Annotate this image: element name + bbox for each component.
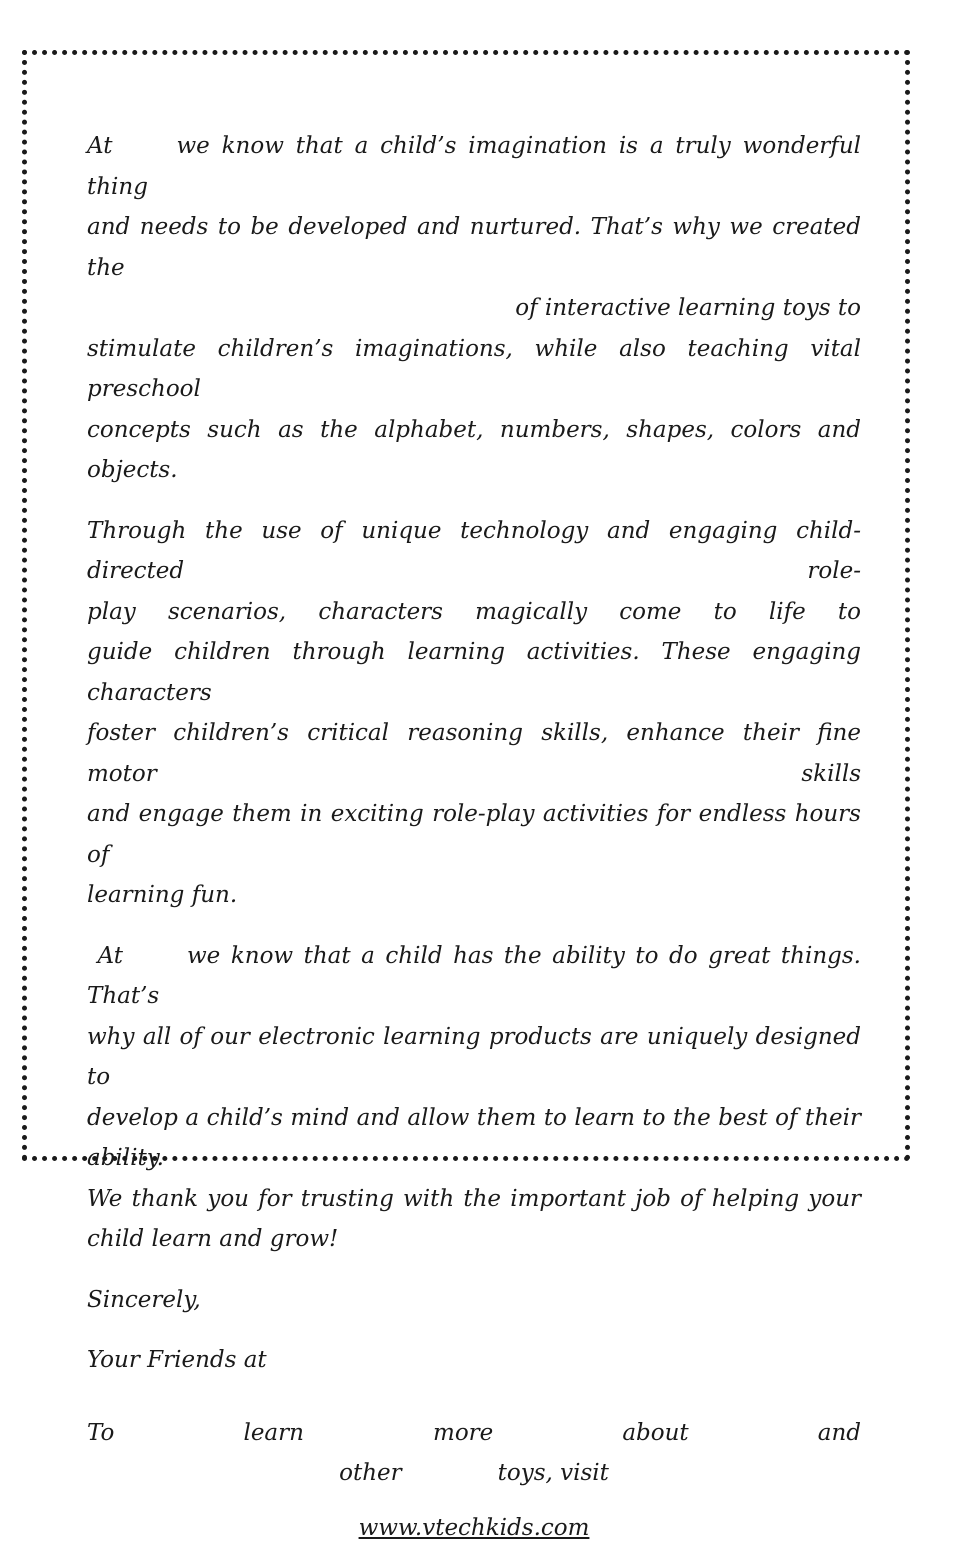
vtechkids-link[interactable]: www.vtechkids.com xyxy=(359,1515,590,1541)
paragraph-ability xyxy=(87,936,861,1260)
ability-trusting: We thank you for trusting xyxy=(87,1186,394,1212)
learn-more-line-2 xyxy=(87,1453,861,1494)
learn-more-and: and xyxy=(818,1420,861,1446)
tech-line-3: guide children through learning activities. These engaging characters xyxy=(87,632,861,713)
tech-line-6: learning fun. xyxy=(87,875,861,916)
letter-body xyxy=(87,126,861,1548)
ability-line-2: why all of our electronic learning products are uniquely designed to xyxy=(87,1017,861,1098)
intro-at: At xyxy=(87,133,112,159)
paragraph-technology xyxy=(87,511,861,916)
intro-line-3: of interactive learning toys to xyxy=(87,288,861,329)
intro-line-1 xyxy=(87,126,861,207)
learn-more-line-3 xyxy=(87,1508,861,1548)
learn-more-block xyxy=(87,1413,861,1548)
intro-text-1: we know that a child’s imagination is a truly wonderful thing xyxy=(87,133,861,200)
ability-line-1 xyxy=(87,936,861,1017)
learn-more-text: To learn more about xyxy=(87,1420,689,1446)
tech-line-1: Through the use of unique technology and engaging child-directed role- xyxy=(87,511,861,592)
ability-line-5: child learn and grow! xyxy=(87,1219,861,1260)
ability-helping: with the important job of helping your xyxy=(403,1186,861,1212)
intro-line-2: and needs to be developed and nurtured. That’s why we created the xyxy=(87,207,861,288)
tech-line-2 xyxy=(87,592,861,633)
ability-line-3: develop a child’s mind and allow them to learn to the best of their ability. xyxy=(87,1098,861,1179)
intro-line-5: concepts such as the alphabet, numbers, shapes, colors and objects. xyxy=(87,410,861,491)
tech-line-5: and engage them in exciting role-play activities for endless hours of xyxy=(87,794,861,875)
learn-more-line-1 xyxy=(87,1413,861,1454)
tech-scenarios: play scenarios, xyxy=(87,599,286,625)
learn-more-other: other xyxy=(339,1460,402,1486)
learn-more-visit: toys, visit xyxy=(498,1460,609,1486)
intro-line-4: stimulate children’s imaginations, while also teaching vital preschool xyxy=(87,329,861,410)
closing-friends: Your Friends at xyxy=(87,1340,861,1381)
ability-at: At xyxy=(98,943,123,969)
tech-characters: characters magically come to life to xyxy=(318,599,861,625)
closing-sincerely: Sincerely, xyxy=(87,1280,861,1321)
ability-line-4 xyxy=(87,1179,861,1220)
ability-text-1: we know that a child has the ability to do great things. That’s xyxy=(87,943,861,1010)
tech-line-4: foster children’s critical reasoning skills, enhance their fine motor skills xyxy=(87,713,861,794)
paragraph-intro xyxy=(87,126,861,491)
